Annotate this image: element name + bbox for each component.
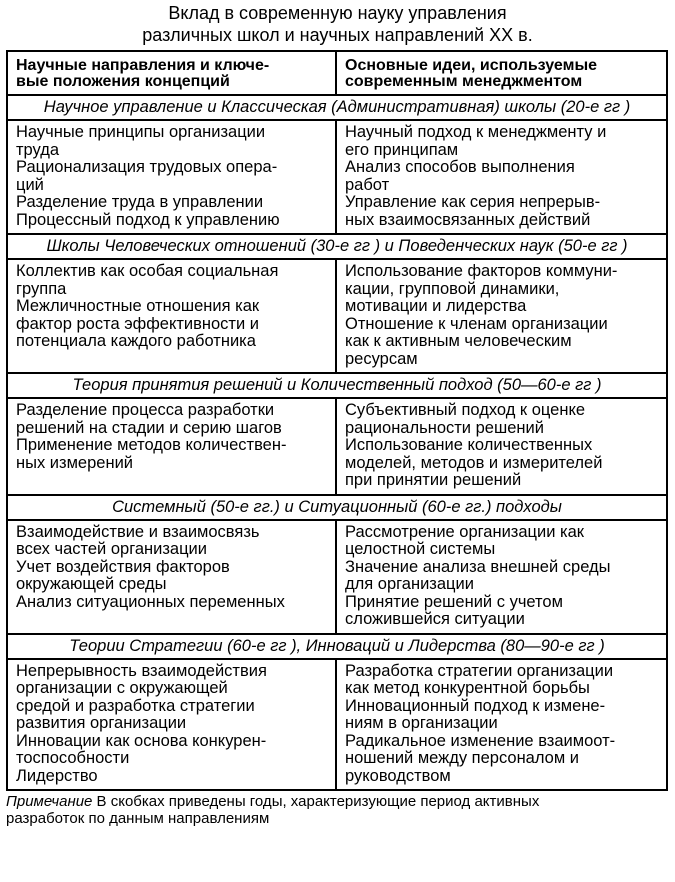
idea-line: рациональности решений — [345, 418, 544, 437]
idea-line: ных взаимосвязанных действий — [345, 210, 591, 229]
concept-line: ций — [16, 175, 44, 194]
concept-line: Разделение труда в управлении — [16, 193, 264, 211]
section-title: Теория принятия решений и Количественный подход (50—60-е гг ) — [8, 372, 666, 397]
ideas-cell — [337, 260, 666, 372]
idea-line: Субъективный подход к оценке — [345, 401, 586, 419]
section-row — [8, 519, 666, 633]
section-title: Школы Человеческих отношений (30-е гг ) и Поведенческих наук (50-е гг ) — [8, 233, 666, 258]
concept-line: группа — [16, 279, 67, 298]
ideas-cell — [337, 399, 666, 494]
section-title: Системный (50-е гг.) и Ситуационный (60-е гг.) подходы — [8, 494, 666, 519]
concepts-cell — [8, 660, 337, 790]
idea-line: для организации — [345, 575, 474, 593]
concept-line: Процессный подход к управлению — [16, 210, 280, 229]
idea-line: ношений между персоналом и — [345, 749, 579, 767]
concept-line: Межличностные отношения как — [16, 297, 260, 315]
page — [0, 2, 675, 882]
document-title — [6, 2, 669, 46]
concept-line: всех частей организации — [16, 540, 207, 558]
idea-line: Отношение к членам организации — [345, 314, 608, 333]
idea-line: ресурсам — [345, 349, 418, 368]
idea-line: мотивации и лидерства — [345, 297, 527, 315]
idea-line: руководством — [345, 766, 451, 785]
concepts-cell — [8, 521, 337, 633]
concept-line: решений на стадии и серию шагов — [16, 418, 282, 437]
concept-line: тоспособности — [16, 749, 130, 767]
idea-line: при принятии решений — [345, 471, 522, 489]
contributions-table — [6, 50, 668, 791]
idea-line: его принципам — [345, 140, 459, 159]
section-title: Теории Стратегии (60-е гг ), Инноваций и Лидерства (80—90-е гг ) — [8, 633, 666, 658]
idea-line: Инновационный подход к измене- — [345, 696, 606, 715]
title-line-2: различных школ и научных направлений XX в. — [142, 25, 533, 45]
concepts-cell — [8, 399, 337, 494]
idea-line: Принятие решений с учетом — [345, 592, 563, 611]
concept-line: Коллектив как особая социальная — [16, 262, 279, 280]
concept-line: Учет воздействия факторов — [16, 557, 230, 576]
concept-line: средой и разработка стратегии — [16, 696, 255, 715]
idea-line: сложившейся ситуации — [345, 610, 525, 628]
concept-line: Лидерство — [16, 766, 98, 785]
concept-line: развития организации — [16, 714, 187, 732]
concept-line: ных измерений — [16, 453, 134, 472]
concept-line: Научные принципы организации — [16, 123, 266, 141]
concept-line: организации с окружающей — [16, 679, 228, 697]
concept-line: Анализ ситуационных переменных — [16, 592, 285, 611]
header-right-line: Основные идеи, используемые — [345, 57, 598, 74]
concept-line: Рационализация трудовых опера- — [16, 158, 278, 176]
concept-line: труда — [16, 140, 60, 159]
concept-line: фактор роста эффективности и — [16, 314, 260, 333]
header-right — [337, 52, 666, 94]
idea-line: моделей, методов и измерителей — [345, 453, 603, 472]
header-left — [8, 52, 337, 94]
ideas-cell — [337, 660, 666, 790]
concepts-cell — [8, 121, 337, 233]
idea-line: ниям в организации — [345, 714, 498, 732]
section-row — [8, 119, 666, 233]
idea-line: Управление как серия непрерыв- — [345, 193, 601, 211]
idea-line: работ — [345, 175, 390, 194]
note-text-line-2: разработок по данным направлениям — [6, 810, 270, 827]
section-row — [8, 397, 666, 494]
idea-line: Радикальное изменение взаимоот- — [345, 731, 616, 750]
ideas-cell — [337, 521, 666, 633]
idea-line: Разработка стратегии организации — [345, 661, 614, 680]
concept-line: окружающей среды — [16, 575, 167, 593]
idea-line: Значение анализа внешней среды — [345, 557, 611, 576]
idea-line: Использование факторов коммуни- — [345, 262, 618, 280]
header-right-line: современным менеджментом — [345, 73, 583, 90]
section-row — [8, 658, 666, 790]
concept-line: Применение методов количествен- — [16, 436, 287, 454]
concept-line: Взаимодействие и взаимосвязь — [16, 522, 260, 541]
idea-line: как к активным человеческим — [345, 332, 572, 350]
idea-line: как метод конкурентной борьбы — [345, 679, 590, 697]
header-left-line: вые положения концепций — [16, 73, 230, 90]
title-line-1: Вклад в современную науку управления — [168, 3, 507, 23]
header-left-line: Научные направления и ключе- — [16, 57, 270, 74]
table-header-row — [8, 52, 666, 94]
note-label: Примечание — [6, 793, 93, 810]
idea-line: Анализ способов выполнения — [345, 158, 575, 176]
concept-line: Инновации как основа конкурен- — [16, 731, 267, 750]
idea-line: Научный подход к менеджменту и — [345, 123, 607, 141]
concepts-cell — [8, 260, 337, 372]
concept-line: потенциала каждого работника — [16, 332, 256, 350]
concept-line: Непрерывность взаимодействия — [16, 661, 267, 680]
ideas-cell — [337, 121, 666, 233]
idea-line: Использование количественных — [345, 436, 593, 454]
concept-line: Разделение процесса разработки — [16, 401, 275, 419]
footnote — [6, 793, 669, 827]
idea-line: целостной системы — [345, 540, 496, 558]
note-text-line-1: В скобках приведены годы, характеризующие период активных — [92, 793, 540, 810]
section-title: Научное управление и Классическая (Административная) школы (20-е гг ) — [8, 94, 666, 119]
section-row — [8, 258, 666, 372]
idea-line: кации, групповой динамики, — [345, 279, 560, 298]
idea-line: Рассмотрение организации как — [345, 522, 584, 541]
